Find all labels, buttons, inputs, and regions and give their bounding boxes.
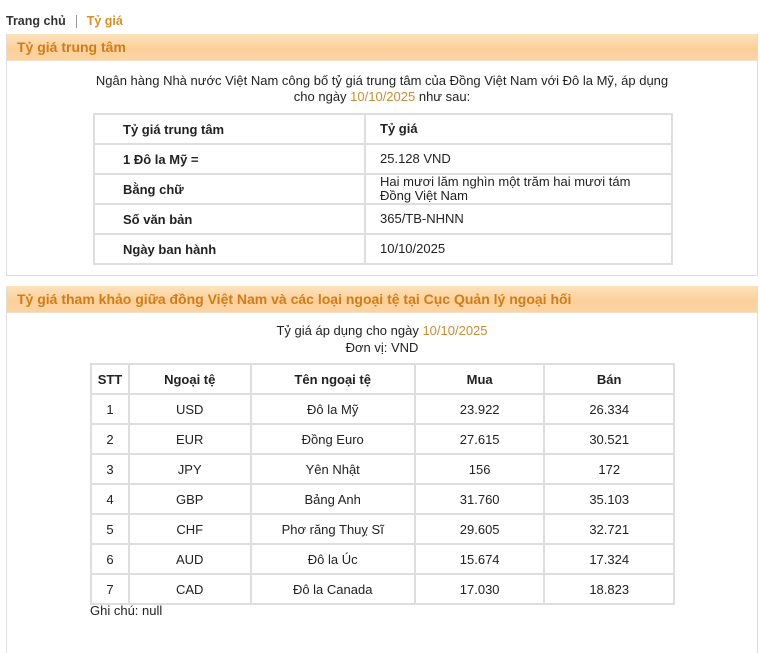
cell-code: CHF	[129, 514, 251, 544]
table-row	[94, 144, 672, 174]
breadcrumb	[6, 13, 123, 29]
cell-code: GBP	[129, 484, 251, 514]
cell-name: Đồng Euro	[251, 424, 415, 454]
cell-code: AUD	[129, 544, 251, 574]
cell-sell: 18.823	[544, 574, 674, 604]
cell-sell: 26.334	[544, 394, 674, 424]
table-row	[91, 574, 674, 604]
cell-sell: 30.521	[544, 424, 674, 454]
cell-name: Bảng Anh	[251, 484, 415, 514]
cell-stt: 4	[91, 484, 129, 514]
cell-stt: 3	[91, 454, 129, 484]
cell-name: Đô la Úc	[251, 544, 415, 574]
cell-buy: 23.922	[415, 394, 545, 424]
cell-name: Đô la Canada	[251, 574, 415, 604]
cell-name: Yên Nhật	[251, 454, 415, 484]
cell-sell: 35.103	[544, 484, 674, 514]
central-rate-title: Tỷ giá trung tâm	[7, 34, 757, 61]
table-row	[91, 514, 674, 544]
intro-line-1: Ngân hàng Nhà nước Việt Nam công bố tỷ giá trung tâm của Đồng Việt Nam với Đô la Mỹ, áp dụng	[95, 73, 669, 88]
table-header-row	[91, 364, 674, 394]
header-label: Tỷ giá trung tâm	[94, 114, 365, 144]
cell-code: CAD	[129, 574, 251, 604]
row-label: 1 Đô la Mỹ =	[94, 144, 365, 174]
cell-sell: 32.721	[544, 514, 674, 544]
table-row	[94, 174, 672, 204]
header-value: Tỷ giá	[365, 114, 672, 144]
cell-sell: 17.324	[544, 544, 674, 574]
row-value: 365/TB-NHNN	[365, 204, 672, 234]
cell-buy: 27.615	[415, 424, 545, 454]
unit-label: Đơn vị: VND	[345, 340, 419, 355]
cell-sell: 172	[544, 454, 674, 484]
row-value: Hai mươi lăm nghìn một trăm hai mươi tám Đồng Việt Nam	[365, 174, 672, 204]
table-row	[91, 454, 674, 484]
intro-suffix: như sau:	[415, 89, 471, 104]
reference-rates-title: Tỷ giá tham khảo giữa đồng Việt Nam và các loại ngoại tệ tại Cục Quản lý ngoại hối	[7, 286, 757, 313]
cell-buy: 31.760	[415, 484, 545, 514]
column-header-stt: STT	[91, 364, 129, 394]
table-row	[91, 484, 674, 514]
breadcrumb-separator	[76, 15, 77, 28]
row-label: Bằng chữ	[94, 174, 365, 204]
breadcrumb-home-link[interactable]: Trang chủ	[6, 14, 66, 28]
cell-stt: 2	[91, 424, 129, 454]
table-row	[94, 234, 672, 264]
cell-buy: 29.605	[415, 514, 545, 544]
intro-prefix: cho ngày	[293, 89, 351, 104]
reference-rates-panel	[6, 286, 758, 653]
row-label: Số văn bản	[94, 204, 365, 234]
intro-line-2	[7, 89, 757, 105]
applied-date-line	[7, 322, 757, 339]
cell-name: Đô la Mỹ	[251, 394, 415, 424]
cell-code: EUR	[129, 424, 251, 454]
cell-buy: 156	[415, 454, 545, 484]
central-rate-table	[93, 113, 673, 265]
applied-date: 10/10/2025	[422, 323, 488, 338]
cell-name: Phơ răng Thuỵ Sĩ	[251, 514, 415, 544]
cell-buy: 17.030	[415, 574, 545, 604]
row-value: 10/10/2025	[365, 234, 672, 264]
table-row	[94, 204, 672, 234]
row-value: 25.128 VND	[365, 144, 672, 174]
cell-stt: 7	[91, 574, 129, 604]
applied-prefix: Tỷ giá áp dụng cho ngày	[276, 323, 423, 338]
column-header-sell: Bán	[544, 364, 674, 394]
reference-rates-table	[90, 363, 675, 605]
cell-stt: 6	[91, 544, 129, 574]
table-header-row	[94, 114, 672, 144]
intro-date: 10/10/2025	[350, 89, 416, 104]
row-label: Ngày ban hành	[94, 234, 365, 264]
central-rate-intro	[7, 73, 757, 105]
column-header-name: Tên ngoại tệ	[251, 364, 415, 394]
cell-code: USD	[129, 394, 251, 424]
table-row	[91, 424, 674, 454]
table-row	[91, 394, 674, 424]
reference-rates-subtitle	[7, 322, 757, 356]
table-row	[91, 544, 674, 574]
central-rate-panel	[6, 34, 758, 276]
cell-code: JPY	[129, 454, 251, 484]
cell-stt: 1	[91, 394, 129, 424]
column-header-buy: Mua	[415, 364, 545, 394]
cell-stt: 5	[91, 514, 129, 544]
cell-buy: 15.674	[415, 544, 545, 574]
note-text: Ghi chú: null	[90, 603, 163, 618]
column-header-code: Ngoại tệ	[129, 364, 251, 394]
breadcrumb-current[interactable]: Tỷ giá	[86, 14, 123, 28]
